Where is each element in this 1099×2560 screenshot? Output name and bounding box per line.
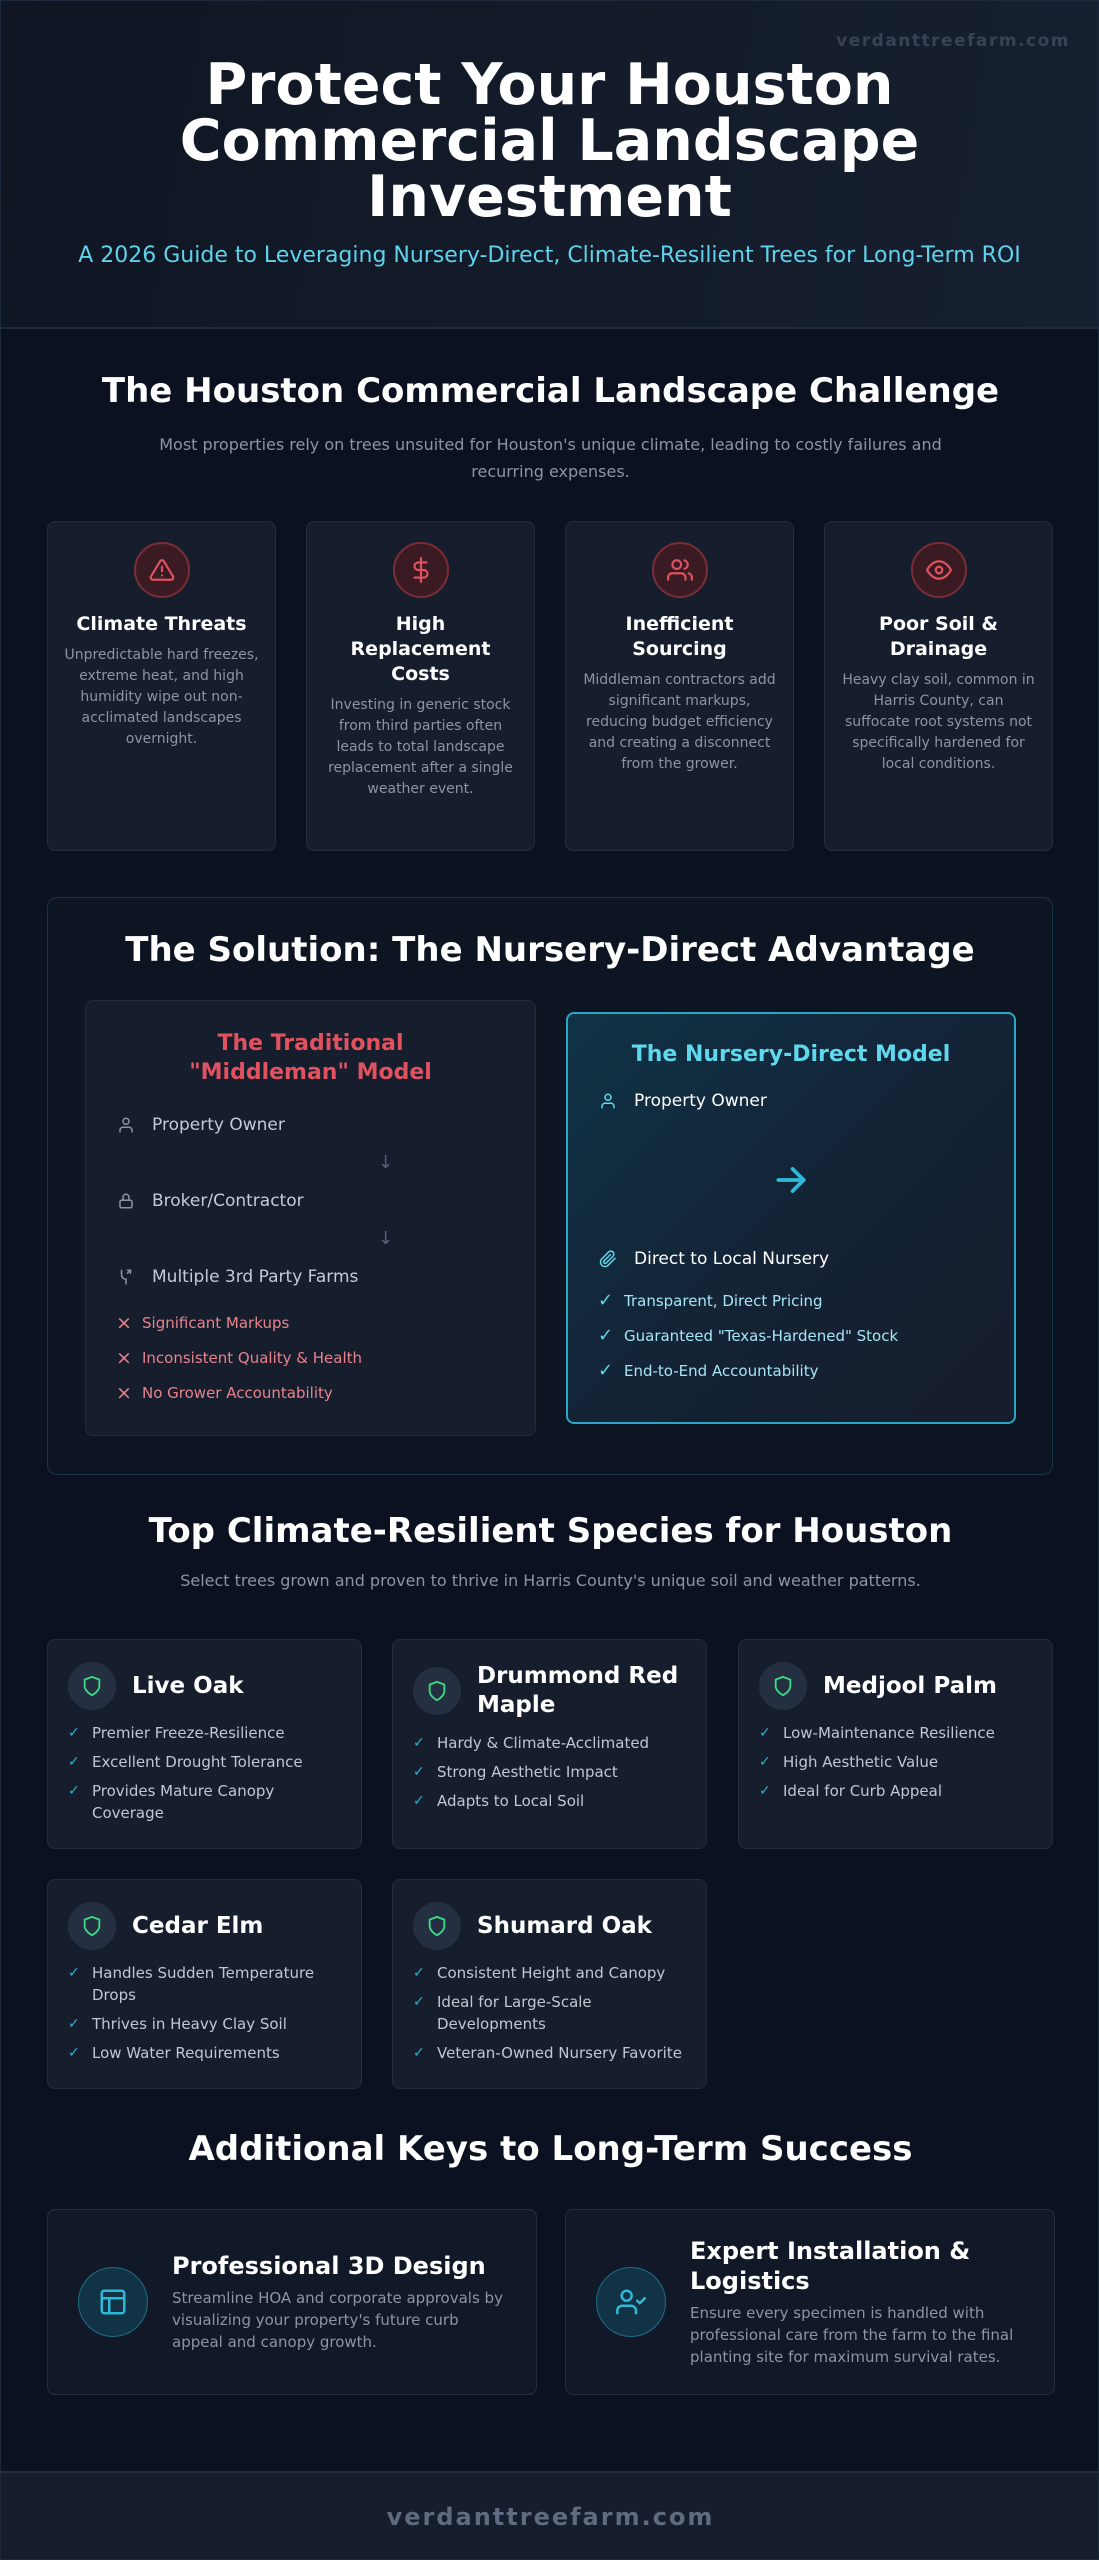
challenge-title: The Houston Commercial Landscape Challenge xyxy=(101,371,1000,411)
list-item: ✓ Ideal for Curb Appeal xyxy=(759,1782,943,1800)
footer-domain[interactable]: verdanttreefarm.com xyxy=(386,2503,715,2531)
challenge-card-sourcing xyxy=(565,521,794,851)
page-title: Protect Your Houston Commercial Landscape Investment xyxy=(179,52,920,230)
flow-step-owner xyxy=(598,1087,984,1115)
check-icon: ✓ xyxy=(68,1783,80,1799)
flow-step-label: Property Owner xyxy=(634,1091,767,1111)
direct-model-title: The Nursery-Direct Model xyxy=(631,1042,951,1067)
species-card-medjool-palm xyxy=(738,1639,1053,1849)
direct-model-card xyxy=(566,1012,1016,1424)
check-icon: ✓ xyxy=(413,1965,425,1981)
species-section-header xyxy=(1,1511,1099,1594)
check-icon: ✓ xyxy=(598,1290,614,1311)
x-icon: × xyxy=(116,1381,132,1404)
key-card-title: Professional 3D Design xyxy=(172,2252,486,2280)
key-card-desc: Streamline HOA and corporate approvals by visualizing your property's future curb appeal and canopy growth. xyxy=(172,2289,503,2351)
keys-section-header xyxy=(1,2129,1099,2169)
list-item: ✓ Low-Maintenance Resilience xyxy=(759,1724,995,1742)
list-item: ✓ Hardy & Climate-Acclimated xyxy=(413,1734,650,1752)
flow-step-label: Property Owner xyxy=(152,1115,285,1135)
arrow-right-icon xyxy=(598,1115,984,1245)
check-icon: ✓ xyxy=(759,1754,771,1770)
shield-icon xyxy=(759,1662,807,1710)
check-icon: ✓ xyxy=(413,2045,425,2061)
key-card-desc: Ensure every specimen is handled with professional care from the farm to the final planting site for maximum survival rates. xyxy=(690,2304,1014,2366)
flow-step-broker xyxy=(116,1187,505,1215)
check-icon: ✓ xyxy=(68,1754,80,1770)
species-card-live-oak xyxy=(47,1639,362,1849)
list-item: ✓ Handles Sudden Temperature Drops xyxy=(68,1964,315,2004)
eye-icon xyxy=(911,542,967,598)
check-icon: ✓ xyxy=(759,1783,771,1799)
shield-icon xyxy=(68,1902,116,1950)
species-name: Medjool Palm xyxy=(823,1672,997,1699)
traditional-model-title: The Traditional "Middleman" Model xyxy=(189,1031,432,1085)
list-item: ✓ Low Water Requirements xyxy=(68,2044,280,2062)
list-item: ✓ Strong Aesthetic Impact xyxy=(413,1763,618,1781)
negative-item: × No Grower Accountability xyxy=(116,1381,333,1404)
species-card-shumard-oak xyxy=(392,1879,707,2089)
check-icon: ✓ xyxy=(598,1360,614,1381)
split-path-icon xyxy=(116,1267,136,1287)
species-name: Shumard Oak xyxy=(477,1912,652,1939)
key-card-installation xyxy=(565,2209,1055,2395)
challenge-card-soil xyxy=(824,521,1053,851)
negative-item: × Significant Markups xyxy=(116,1311,290,1334)
challenge-card-desc: Middleman contractors add significant markups, reducing budget efficiency and creating a disconnect from the grower. xyxy=(583,672,776,772)
flow-step-farms xyxy=(116,1263,505,1291)
lock-icon xyxy=(116,1191,136,1211)
species-title: Top Climate-Resilient Species for Houston xyxy=(148,1511,953,1551)
species-name: Cedar Elm xyxy=(132,1912,264,1939)
species-card-cedar-elm xyxy=(47,1879,362,2089)
shield-icon xyxy=(413,1667,461,1715)
solution-title: The Solution: The Nursery-Direct Advantage xyxy=(125,930,975,970)
challenge-card-title: High Replacement Costs xyxy=(350,613,491,685)
key-card-3d-design xyxy=(47,2209,537,2395)
solution-section xyxy=(47,897,1053,1475)
list-item: ✓ Adapts to Local Soil xyxy=(413,1792,585,1810)
key-card-title: Expert Installation & Logistics xyxy=(690,2237,971,2295)
shield-icon xyxy=(68,1662,116,1710)
positive-item: ✓ End-to-End Accountability xyxy=(598,1360,819,1381)
list-item: ✓ Thrives in Heavy Clay Soil xyxy=(68,2015,287,2033)
list-item: ✓ Veteran-Owned Nursery Favorite xyxy=(413,2044,682,2062)
challenge-section xyxy=(1,329,1099,797)
challenge-cards xyxy=(47,521,1053,851)
challenge-card-climate xyxy=(47,521,276,851)
negative-item: × Inconsistent Quality & Health xyxy=(116,1346,363,1369)
challenge-card-costs xyxy=(306,521,535,851)
check-icon: ✓ xyxy=(413,1793,425,1809)
check-icon: ✓ xyxy=(68,1965,80,1981)
challenge-card-title: Climate Threats xyxy=(76,613,247,635)
flow-step-label: Multiple 3rd Party Farms xyxy=(152,1267,359,1287)
positive-item: ✓ Transparent, Direct Pricing xyxy=(598,1290,823,1311)
users-icon xyxy=(652,542,708,598)
flow-step-label: Broker/Contractor xyxy=(152,1191,304,1211)
dollar-icon xyxy=(393,542,449,598)
challenge-card-title: Poor Soil & Drainage xyxy=(879,613,998,660)
user-check-icon xyxy=(596,2267,666,2337)
challenge-card-title: Inefficient Sourcing xyxy=(625,613,734,660)
challenge-card-desc: Heavy clay soil, common in Harris County, can suffocate root systems not specifically hardened for local conditions. xyxy=(842,672,1035,772)
user-icon xyxy=(116,1115,136,1135)
footer xyxy=(1,2471,1099,2560)
check-icon: ✓ xyxy=(413,1764,425,1780)
species-name: Drummond Red Maple xyxy=(477,1663,679,1718)
list-item: ✓ High Aesthetic Value xyxy=(759,1753,939,1771)
flow-step-nursery xyxy=(598,1245,984,1273)
challenge-card-desc: Investing in generic stock from third parties often leads to total landscape replacement after a single weather event. xyxy=(328,697,513,797)
paperclip-icon xyxy=(598,1249,618,1269)
traditional-model-card xyxy=(85,1000,536,1436)
challenge-subtitle: Most properties rely on trees unsuited for Houston's unique climate, leading to costly failures and recurring expenses. xyxy=(159,435,942,481)
species-name: Live Oak xyxy=(132,1672,244,1699)
check-icon: ✓ xyxy=(68,2016,80,2032)
hero-header xyxy=(1,1,1098,329)
layout-icon xyxy=(78,2267,148,2337)
list-item: ✓ Consistent Height and Canopy xyxy=(413,1964,666,1982)
positive-item: ✓ Guaranteed "Texas-Hardened" Stock xyxy=(598,1325,899,1346)
check-icon: ✓ xyxy=(598,1325,614,1346)
arrow-down-icon: ↓ xyxy=(377,1228,394,1249)
list-item: ✓ Ideal for Large-Scale Developments xyxy=(413,1993,592,2033)
check-icon: ✓ xyxy=(68,2045,80,2061)
list-item: ✓ Provides Mature Canopy Coverage xyxy=(68,1782,275,1822)
flow-step-owner xyxy=(116,1111,505,1139)
page-subtitle: A 2026 Guide to Leveraging Nursery-Direct, Climate-Resilient Trees for Long-Term ROI xyxy=(78,243,1021,268)
list-item: ✓ Premier Freeze-Resilience xyxy=(68,1724,285,1742)
user-icon xyxy=(598,1091,618,1111)
hero-domain: verdanttreefarm.com xyxy=(836,31,1070,51)
arrow-down-icon: ↓ xyxy=(377,1152,394,1173)
species-card-drummond-red-maple xyxy=(392,1639,707,1849)
check-icon: ✓ xyxy=(413,1994,425,2010)
check-icon: ✓ xyxy=(413,1735,425,1751)
species-subtitle: Select trees grown and proven to thrive in Harris County's unique soil and weather patterns. xyxy=(180,1571,921,1590)
warning-triangle-icon xyxy=(134,542,190,598)
check-icon: ✓ xyxy=(68,1725,80,1741)
challenge-card-desc: Unpredictable hard freezes, extreme heat, and high humidity wipe out non-acclimated landscapes overnight. xyxy=(64,647,259,747)
list-item: ✓ Excellent Drought Tolerance xyxy=(68,1753,303,1771)
x-icon: × xyxy=(116,1346,132,1369)
check-icon: ✓ xyxy=(759,1725,771,1741)
x-icon: × xyxy=(116,1311,132,1334)
flow-step-label: Direct to Local Nursery xyxy=(634,1249,830,1269)
shield-icon xyxy=(413,1902,461,1950)
keys-title: Additional Keys to Long-Term Success xyxy=(188,2129,913,2169)
